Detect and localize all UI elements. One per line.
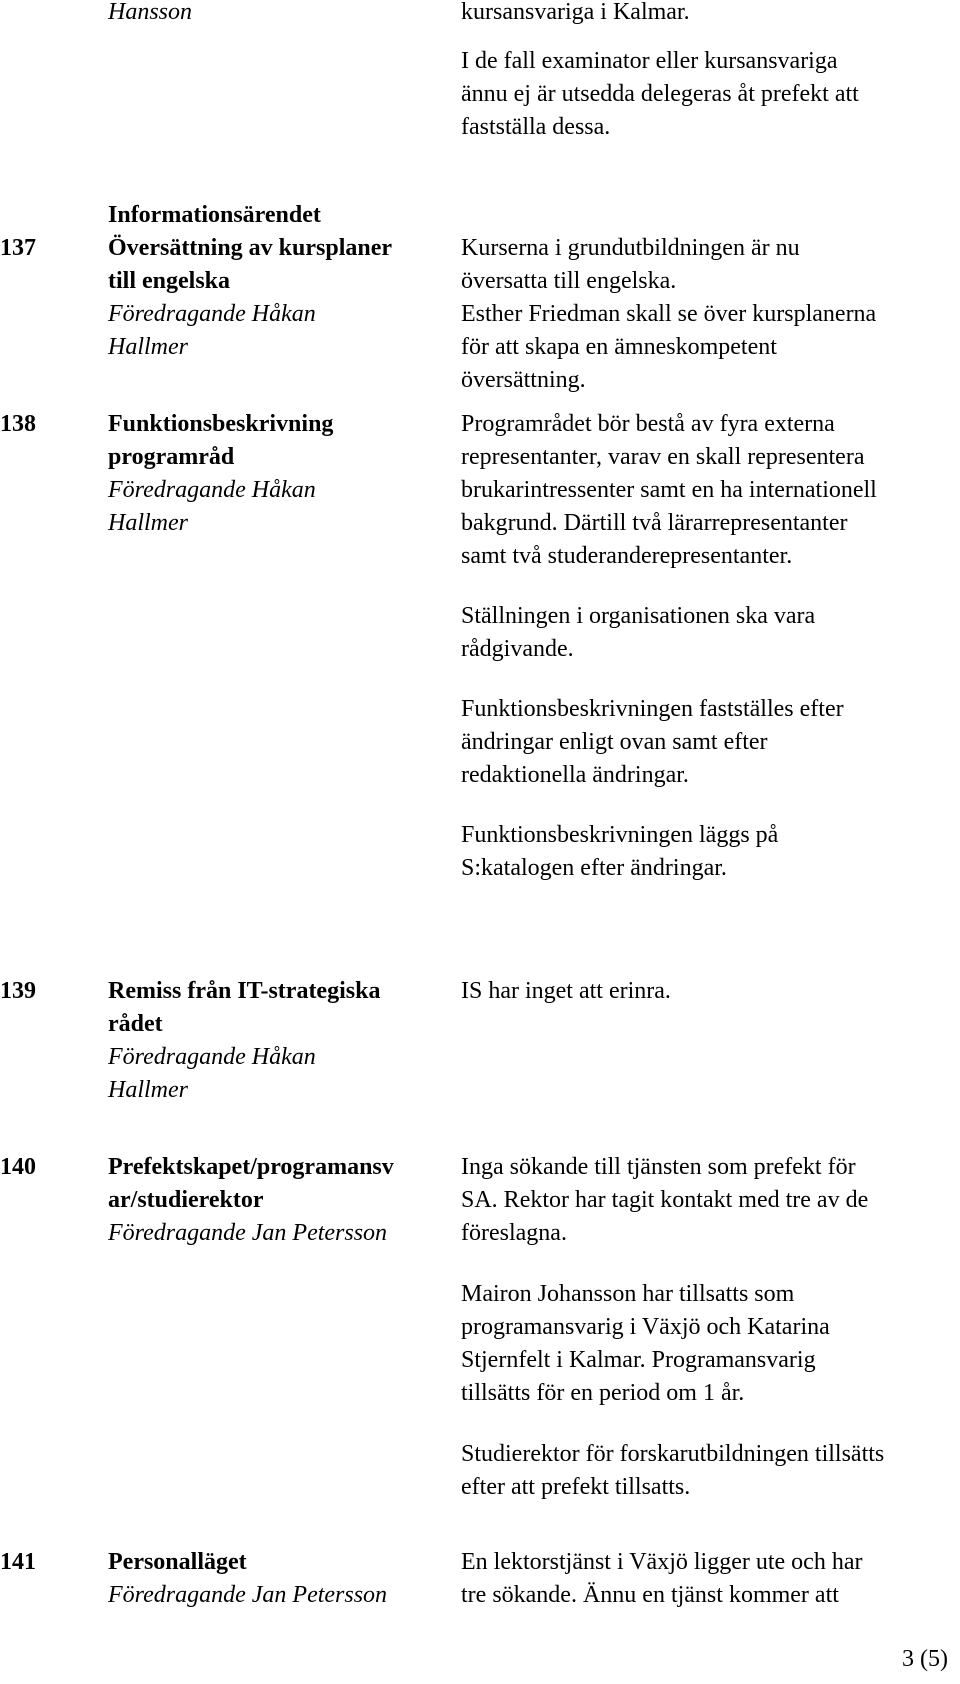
text-line: En lektorstjänst i Växjö ligger ute och har	[461, 1549, 863, 1575]
text-line: I de fall examinator eller kursansvariga	[461, 48, 838, 74]
item-title: rådet	[108, 1011, 163, 1037]
text-line: samt två studeranderepresentanter.	[461, 543, 793, 569]
item-number: 138	[0, 411, 36, 437]
text-line: översättning.	[461, 367, 586, 393]
item-presenter: Föredragande Håkan	[108, 301, 316, 327]
text-line: översatta till engelska.	[461, 268, 677, 294]
text-line: Funktionsbeskrivningen läggs på	[461, 822, 779, 848]
text-line: Kurserna i grundutbildningen är nu	[461, 235, 800, 261]
text-line: kursansvariga i Kalmar.	[461, 0, 690, 25]
text-line: programansvarig i Växjö och Katarina	[461, 1314, 830, 1340]
section-heading: Informationsärendet	[108, 202, 321, 228]
item-number: 141	[0, 1549, 36, 1575]
text-line: efter att prefekt tillsatts.	[461, 1474, 691, 1500]
item-presenter: Föredragande Håkan	[108, 1044, 316, 1070]
item-notes	[461, 975, 951, 1008]
text-line: för att skapa en ämneskompetent	[461, 334, 777, 360]
text-line: fastställa dessa.	[461, 114, 611, 140]
item-title: Prefektskapet/programansv	[108, 1154, 394, 1180]
text-line: föreslagna.	[461, 1220, 567, 1246]
text-line: Stjernfelt i Kalmar. Programansvarig	[461, 1347, 816, 1373]
text-line: S:katalogen efter ändringar.	[461, 855, 727, 881]
item-number: 137	[0, 235, 36, 261]
text-line: SA. Rektor har tagit kontakt med tre av de	[461, 1187, 869, 1213]
text-line: Funktionsbeskrivningen fastställes efter	[461, 696, 844, 722]
item-title: till engelska	[108, 268, 231, 294]
text-line: bakgrund. Därtill två lärarrepresentanter	[461, 510, 848, 536]
text-line: Programrådet bör bestå av fyra externa	[461, 411, 835, 437]
text-line: Ställningen i organisationen ska vara	[461, 603, 816, 629]
presenter-name: Hansson	[108, 0, 193, 25]
text-line: representanter, varav en skall representera	[461, 444, 865, 470]
text-line: brukarintressenter samt en ha internationell	[461, 477, 877, 503]
item-left	[108, 408, 438, 540]
item-title: programråd	[108, 444, 235, 470]
item-title: Remiss från IT-strategiska	[108, 978, 381, 1004]
text-line: ändringar enligt ovan samt efter	[461, 729, 768, 755]
item-left	[108, 1546, 438, 1612]
item-presenter: Föredragande Håkan	[108, 477, 316, 503]
continuation-right	[461, 0, 951, 144]
item-presenter: Hallmer	[108, 510, 188, 536]
item-presenter: Föredragande Jan Petersson	[108, 1220, 388, 1246]
text-line: Studierektor för forskarutbildningen tillsätts	[461, 1441, 885, 1467]
text-line: IS har inget att erinra.	[461, 978, 671, 1004]
item-presenter: Hallmer	[108, 1077, 188, 1103]
continuation-left	[108, 0, 438, 29]
item-title: Personalläget	[108, 1549, 247, 1575]
item-title: ar/studierektor	[108, 1187, 264, 1213]
text-line: Mairon Johansson har tillsatts som	[461, 1281, 795, 1307]
text-line: Inga sökande till tjänsten som prefekt för	[461, 1154, 856, 1180]
item-left	[108, 232, 438, 364]
item-notes	[461, 1151, 951, 1504]
page-number: 3 (5)	[902, 1646, 948, 1672]
item-number: 139	[0, 978, 36, 1004]
item-presenter: Hallmer	[108, 334, 188, 360]
text-line: Esther Friedman skall se över kursplanerna	[461, 301, 877, 327]
item-number: 140	[0, 1154, 36, 1180]
item-title: Översättning av kursplaner	[108, 235, 393, 261]
text-line: redaktionella ändringar.	[461, 762, 689, 788]
text-line: tre sökande. Ännu en tjänst kommer att	[461, 1582, 839, 1608]
item-presenter: Föredragande Jan Petersson	[108, 1582, 388, 1608]
text-line: ännu ej är utsedda delegeras åt prefekt att	[461, 81, 859, 107]
item-left	[108, 1151, 438, 1250]
item-title: Funktionsbeskrivning	[108, 411, 334, 437]
item-left	[108, 975, 438, 1107]
item-notes	[461, 1546, 951, 1612]
item-notes	[461, 232, 951, 397]
item-notes	[461, 408, 951, 885]
text-line: rådgivande.	[461, 636, 574, 662]
text-line: tillsätts för en period om 1 år.	[461, 1380, 745, 1406]
